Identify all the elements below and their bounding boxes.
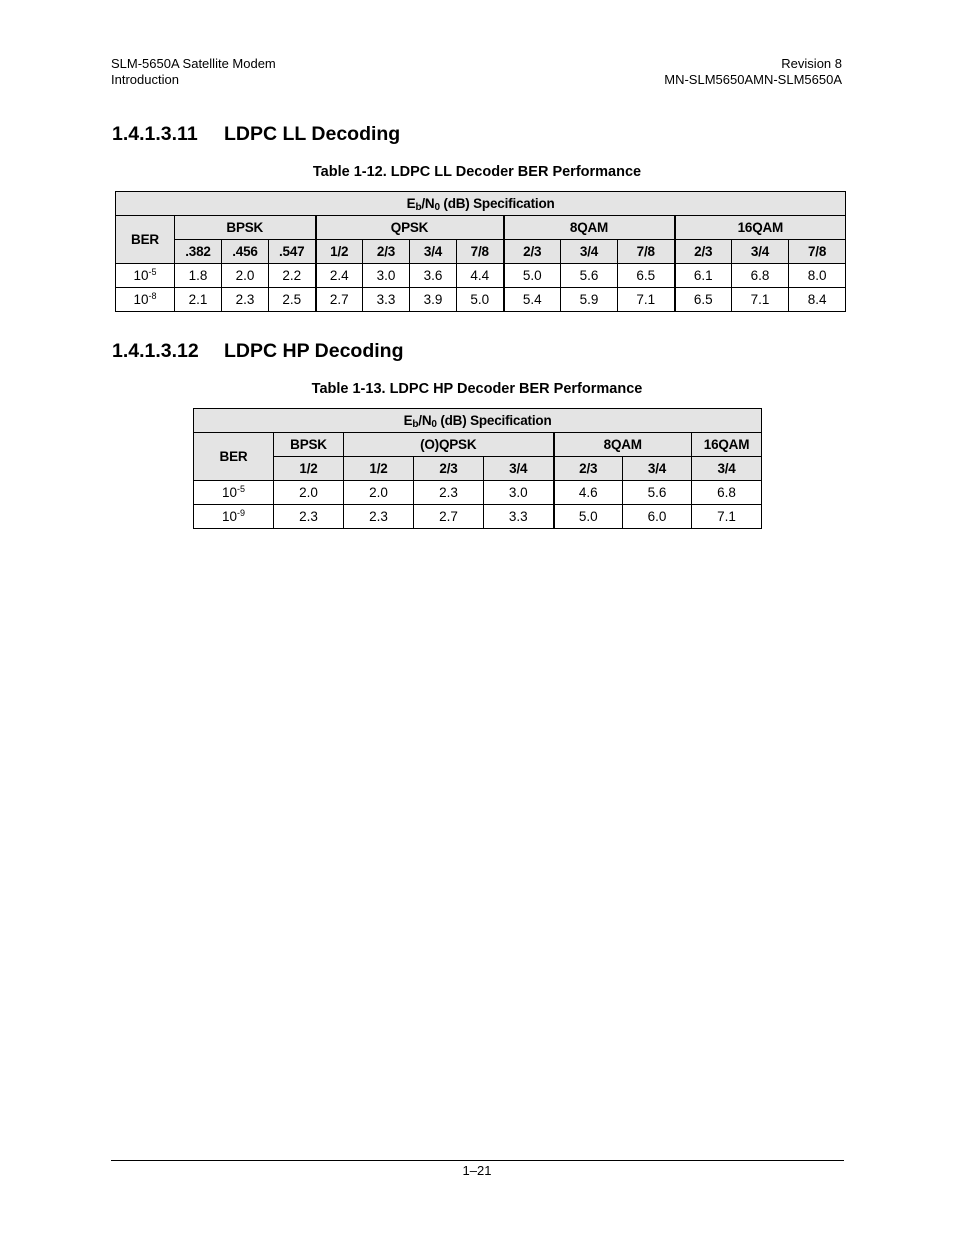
table-cell: 2.3: [344, 505, 414, 529]
rate-header: 2/3: [504, 240, 561, 264]
group-header-8qam: 8QAM: [504, 216, 675, 240]
table-cell: 2.4: [316, 264, 363, 288]
table-cell: 6.1: [675, 264, 732, 288]
ldpc-ll-ber-table: [115, 191, 846, 312]
table-cell: 2.1: [175, 288, 222, 312]
group-header-16qam: 16QAM: [692, 433, 762, 457]
rate-header: 3/4: [623, 457, 692, 481]
table-cell: 2.3: [414, 481, 484, 505]
table-row: [194, 481, 762, 505]
table-row: [194, 505, 762, 529]
table-cell: 3.0: [484, 481, 554, 505]
table-cell: 7.1: [618, 288, 675, 312]
header-chapter: Introduction: [111, 72, 179, 87]
rate-header: 3/4: [692, 457, 762, 481]
table-cell: 2.3: [222, 288, 269, 312]
rate-header: .456: [222, 240, 269, 264]
table-cell: 7.1: [692, 505, 762, 529]
header-revision: Revision 8: [781, 56, 842, 71]
table-cell: 3.3: [484, 505, 554, 529]
section-title: LDPC HP Decoding: [224, 340, 404, 362]
group-header-bpsk: BPSK: [175, 216, 316, 240]
table-cell: 4.6: [554, 481, 623, 505]
ber-value: $10^{-8}$: [116, 288, 175, 312]
header-product: SLM-5650A Satellite Modem: [111, 56, 276, 71]
table-cell: 5.6: [561, 264, 618, 288]
page-number: 1–21: [462, 1163, 492, 1178]
table-cell: 2.5: [269, 288, 316, 312]
table-cell: 2.7: [316, 288, 363, 312]
rate-header: 1/2: [316, 240, 363, 264]
table-cell: 6.8: [732, 264, 789, 288]
group-header-16qam: 16QAM: [675, 216, 846, 240]
rate-header: 3/4: [732, 240, 789, 264]
group-header-qpsk: QPSK: [316, 216, 504, 240]
section-title: LDPC LL Decoding: [224, 123, 401, 145]
rate-header: 2/3: [675, 240, 732, 264]
table-caption-1-13: Table 1-13. LDPC HP Decoder BER Performance: [311, 381, 643, 397]
table-cell: 4.4: [457, 264, 504, 288]
table-cell: 5.6: [623, 481, 692, 505]
rate-header: 1/2: [344, 457, 414, 481]
section-number: 1.4.1.3.11: [112, 123, 198, 145]
page-header-right: [664, 56, 842, 88]
table-cell: 6.8: [692, 481, 762, 505]
rate-header: 2/3: [414, 457, 484, 481]
rate-header: 7/8: [457, 240, 504, 264]
table-cell: 8.4: [789, 288, 846, 312]
table-cell: 6.0: [623, 505, 692, 529]
table-cell: 2.2: [269, 264, 316, 288]
table-cell: 5.0: [504, 264, 561, 288]
rate-header: 2/3: [363, 240, 410, 264]
table-row: [116, 264, 846, 288]
table-cell: 3.9: [410, 288, 457, 312]
rate-header: 7/8: [789, 240, 846, 264]
table-cell: 5.0: [457, 288, 504, 312]
group-header-bpsk: BPSK: [274, 433, 344, 457]
table-cell: 1.8: [175, 264, 222, 288]
section-number: 1.4.1.3.12: [112, 340, 199, 362]
table-cell: 5.9: [561, 288, 618, 312]
rate-header: 3/4: [410, 240, 457, 264]
page-header-left: [111, 56, 276, 88]
table-cell: 8.0: [789, 264, 846, 288]
table-cell: 3.6: [410, 264, 457, 288]
ldpc-hp-ber-table: [193, 408, 762, 529]
rate-header: 3/4: [484, 457, 554, 481]
rate-header: 1/2: [274, 457, 344, 481]
rate-header: 7/8: [618, 240, 675, 264]
ber-header: BER: [116, 216, 175, 264]
table-cell: 6.5: [618, 264, 675, 288]
table-row: [116, 288, 846, 312]
ber-header: BER: [194, 433, 274, 481]
table-cell: 2.3: [274, 505, 344, 529]
ber-value: $10^{-5}$: [194, 481, 274, 505]
table-cell: 7.1: [732, 288, 789, 312]
rate-header: .382: [175, 240, 222, 264]
ber-value: $10^{-9}$: [194, 505, 274, 529]
footer-rule: [111, 1160, 844, 1161]
section-heading-ldpc-hp: [112, 340, 404, 363]
section-heading-ldpc-ll: [112, 123, 400, 146]
rate-header: .547: [269, 240, 316, 264]
table-cell: 2.0: [344, 481, 414, 505]
group-header-oqpsk: (O)QPSK: [344, 433, 554, 457]
table-cell: 3.0: [363, 264, 410, 288]
table-cell: 2.0: [222, 264, 269, 288]
ber-value: $10^{-5}$: [116, 264, 175, 288]
group-header-8qam: 8QAM: [554, 433, 692, 457]
spec-header: $E_b/N_0$ (dB) Specification: [116, 192, 846, 216]
table-caption-1-12: Table 1-12. LDPC LL Decoder BER Performance: [312, 164, 642, 180]
spec-header: $E_b/N_0$ (dB) Specification: [194, 409, 762, 433]
table-cell: 5.4: [504, 288, 561, 312]
rate-header: 2/3: [554, 457, 623, 481]
header-doc-number: MN-SLM5650AMN-SLM5650A: [664, 72, 842, 87]
table-cell: 3.3: [363, 288, 410, 312]
table-cell: 2.7: [414, 505, 484, 529]
table-cell: 5.0: [554, 505, 623, 529]
table-cell: 6.5: [675, 288, 732, 312]
table-cell: 2.0: [274, 481, 344, 505]
rate-header: 3/4: [561, 240, 618, 264]
